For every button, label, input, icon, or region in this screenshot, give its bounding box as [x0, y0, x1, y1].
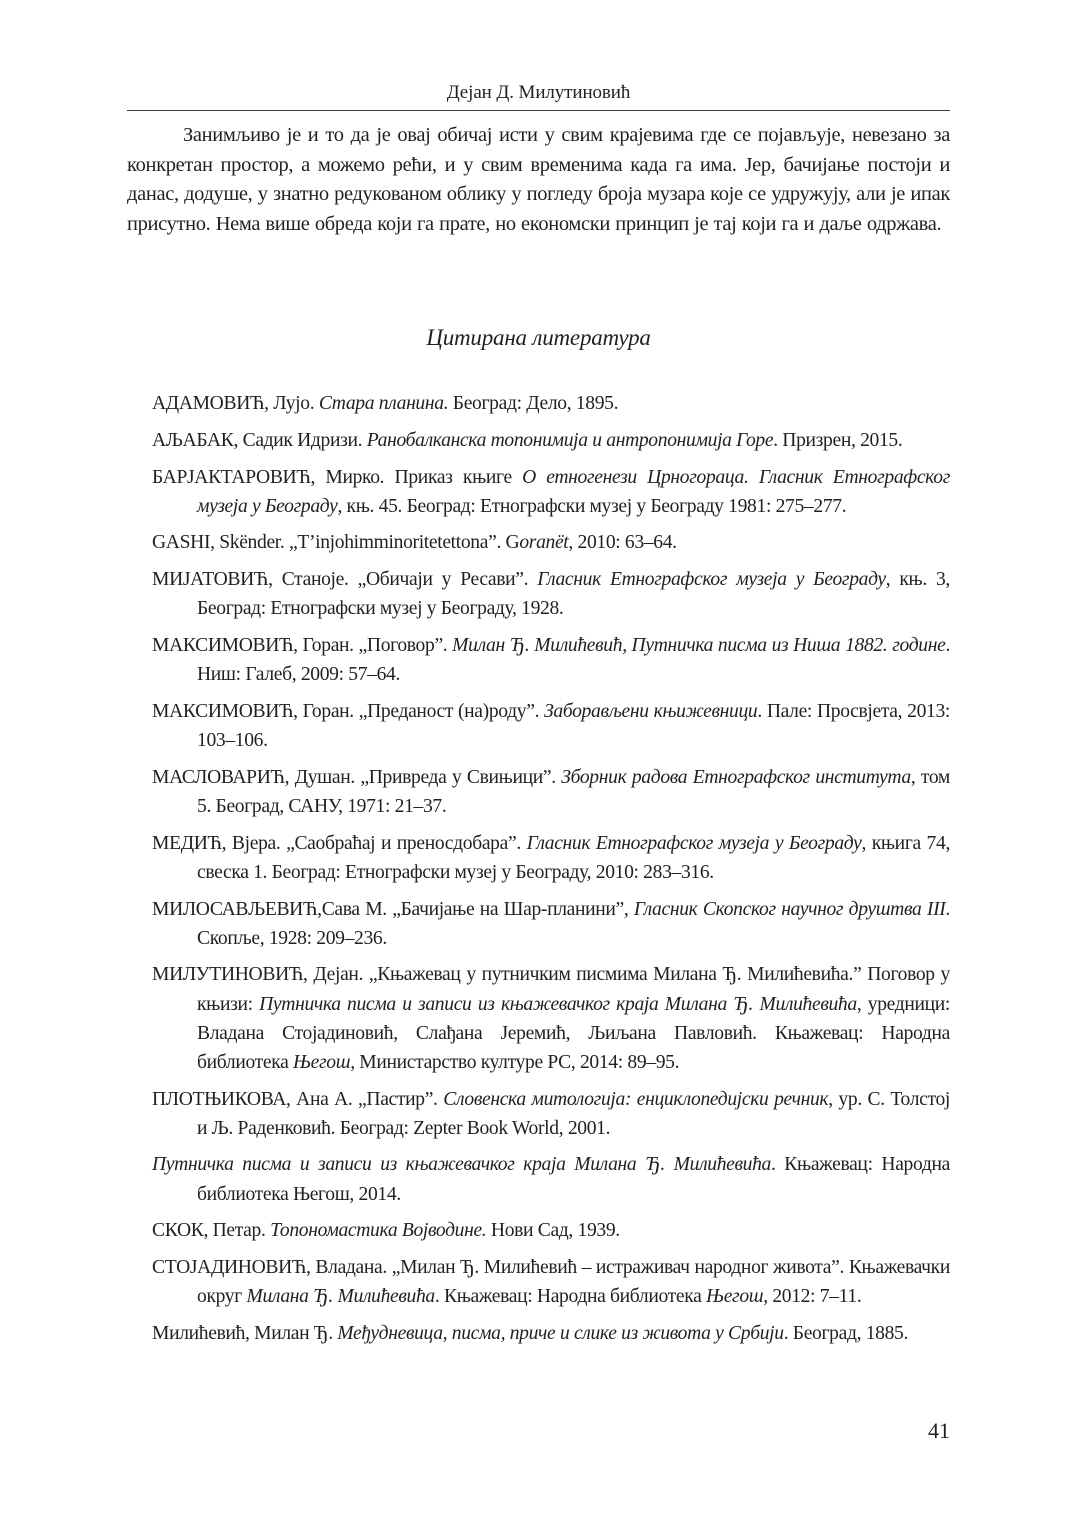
reference-text: АЉАБАК, Садик Идризи. [152, 429, 367, 451]
reference-title-italic: Словенска митологија: енциклопедијски речник [443, 1088, 829, 1110]
reference-title-italic: Гласник Етнографског музеја у Београду [526, 832, 862, 854]
reference-text: Министарство културе РС, 2014: 89–95. [354, 1051, 680, 1073]
reference-text: . Призрен, 2015. [773, 429, 903, 451]
reference-entry [152, 1150, 950, 1208]
reference-entry [152, 763, 950, 821]
reference-text: МИЛУТИНОВИЋ, Дејан. „Књажевац у путничким писмима Милана Ђ. Милићевића.” Поговор у књизи: [152, 964, 950, 1015]
reference-title-italic: Његош [706, 1286, 764, 1308]
reference-text: , 2010: 63–64. [568, 532, 677, 554]
reference-text: МАСЛОВАРИЋ, Душан. „Привреда у Свињици”. [152, 766, 562, 788]
reference-text: Нови Сад, 1939. [486, 1220, 620, 1242]
reference-text: , књига 74, свеска 1. Београд: Етнографски музеј у Београду, 2010: 283–316. [197, 832, 950, 883]
reference-entry [152, 528, 950, 557]
section-heading-cited-literature: Цитирана литература [426, 325, 651, 350]
reference-entry [152, 463, 950, 521]
reference-text: МАКСИМОВИЋ, Горан. „Поговор”. [152, 635, 453, 657]
reference-text: . Скопље, 1928: 209–236. [197, 898, 950, 949]
reference-entry [152, 631, 950, 689]
reference-title-italic: Милан Ђ. Милићевић, Путничка писма из Ниша 1882. године [452, 635, 946, 657]
reference-entry [152, 389, 950, 418]
reference-entry [152, 960, 950, 1076]
reference-list [152, 389, 950, 1356]
reference-text: БАРЈАКТАРОВИЋ, Мирко. Приказ књиге [152, 466, 523, 488]
reference-title-italic: Заборављени књижевници [544, 700, 758, 722]
reference-text: . Београд, 1885. [783, 1322, 909, 1344]
reference-title-italic: Гласник Скопског научног друштва III [633, 898, 946, 920]
reference-text: , ур. С. Толстој и Љ. Раденковић. Београд: Zepter Book World, 2001. [197, 1088, 950, 1139]
reference-title-italic: Путничка писма и записи из књажевачког краја Милана Ђ. Милићевића [259, 993, 857, 1015]
reference-text: . Пале: Просвјета, 2013: 103–106. [197, 700, 950, 752]
reference-entry [152, 895, 950, 953]
reference-text: МИЛОСАВЉЕВИЋ,Сава М. „Бачијање на Шар-планини”, [152, 898, 634, 920]
reference-text: , књ. 45. Београд: Етнографски музеј у Београду 1981: 275–277. [337, 495, 847, 517]
reference-title-italic: Путничка писма и записи из књажевачког краја Милана Ђ. Милићевића [152, 1154, 771, 1176]
reference-text: Београд: Дело, 1895. [448, 393, 619, 414]
running-head-author: Дејан Д. Милутиновић [446, 82, 631, 103]
reference-text: МИЈАТОВИЋ, Станоје. „Обичаји у Ресави”. [152, 569, 538, 591]
reference-entry [152, 697, 950, 755]
reference-text: АДАМОВИЋ, Лујо. [152, 393, 319, 414]
reference-text: . Књажевац: Народна библиотека Његош, 2014. [197, 1154, 950, 1205]
page-number: 41 [928, 1418, 950, 1443]
reference-text: МАКСИМОВИЋ, Горан. „Преданост (на)роду”. [152, 700, 545, 722]
reference-entry [152, 426, 950, 455]
reference-text: , том 5. Београд, САНУ, 1971: 21–37. [197, 766, 950, 817]
reference-title-italic: Милана Ђ. Милићевића [246, 1286, 435, 1308]
reference-text: СТОЈАДИНОВИЋ, Владана. „Милан Ђ. Милићевић – истраживач народног живота”. Књажевачки округ [152, 1257, 950, 1308]
reference-entry [152, 565, 950, 623]
reference-title-italic: Његош, [292, 1051, 355, 1073]
reference-text: МЕДИЋ, Вјера. „Саобраћај и преносдобара”. [152, 832, 527, 854]
reference-title-italic: oranët [519, 532, 569, 554]
reference-text: GASHI, Skënder. „T’injohimminoritetettona”. G [152, 532, 520, 554]
reference-title-italic: Стара планина. [318, 393, 449, 414]
reference-entry [152, 1253, 950, 1311]
reference-entry [152, 1319, 950, 1348]
header-rule [127, 110, 950, 111]
reference-text: СКОК, Петар. [152, 1220, 271, 1242]
reference-title-italic: Зборник радова Етнографског института [561, 766, 911, 788]
reference-entry [152, 1216, 950, 1245]
reference-text: , уредници: Владана Стојадиновић, Слађана Јеремић, Љиљана Павловић. Књажевац: Народна библиотека [197, 993, 950, 1073]
reference-text: ПЛОТЊИКОВА, Ана А. „Пастир”. [152, 1088, 444, 1110]
body-paragraph: Занимљиво је и то да је овај обичај исти у свим крајевима где се појављује, невезано за конкретан простор, а можемо рећи, и у свим временима када га има. Јер, бачијање постоји и данас, додуше, у знатно редукованом облику у погледу броја музара које се удружују, али је ипак присутно. Нема више обреда који га прате, но економски принцип је тај који га и даље одржава. [127, 124, 950, 235]
reference-title-italic: Ранобалканска топонимија и антропонимија Горе [366, 429, 774, 451]
reference-title-italic: Топономастика Војводине. [270, 1220, 487, 1242]
reference-entry [152, 829, 950, 887]
reference-text: Милићевић, Милан Ђ. [152, 1322, 338, 1344]
reference-title-italic: Међудневица, писма, приче и слике из живота у Србији [337, 1322, 784, 1344]
reference-title-italic: Гласник Етнографског музеја у Београду [537, 569, 886, 591]
reference-entry [152, 1085, 950, 1143]
reference-text: , 2012: 7–11. [763, 1286, 862, 1308]
reference-text: . Ниш: Галеб, 2009: 57–64. [197, 635, 950, 686]
reference-title-italic: О етногенези Црногораца. Гласник Етнографског музеја у Београду [197, 466, 950, 517]
reference-text: . Књажевац: Народна библиотека [434, 1286, 706, 1308]
reference-text: , књ. 3, Београд: Етнографски музеј у Београду, 1928. [197, 569, 950, 620]
